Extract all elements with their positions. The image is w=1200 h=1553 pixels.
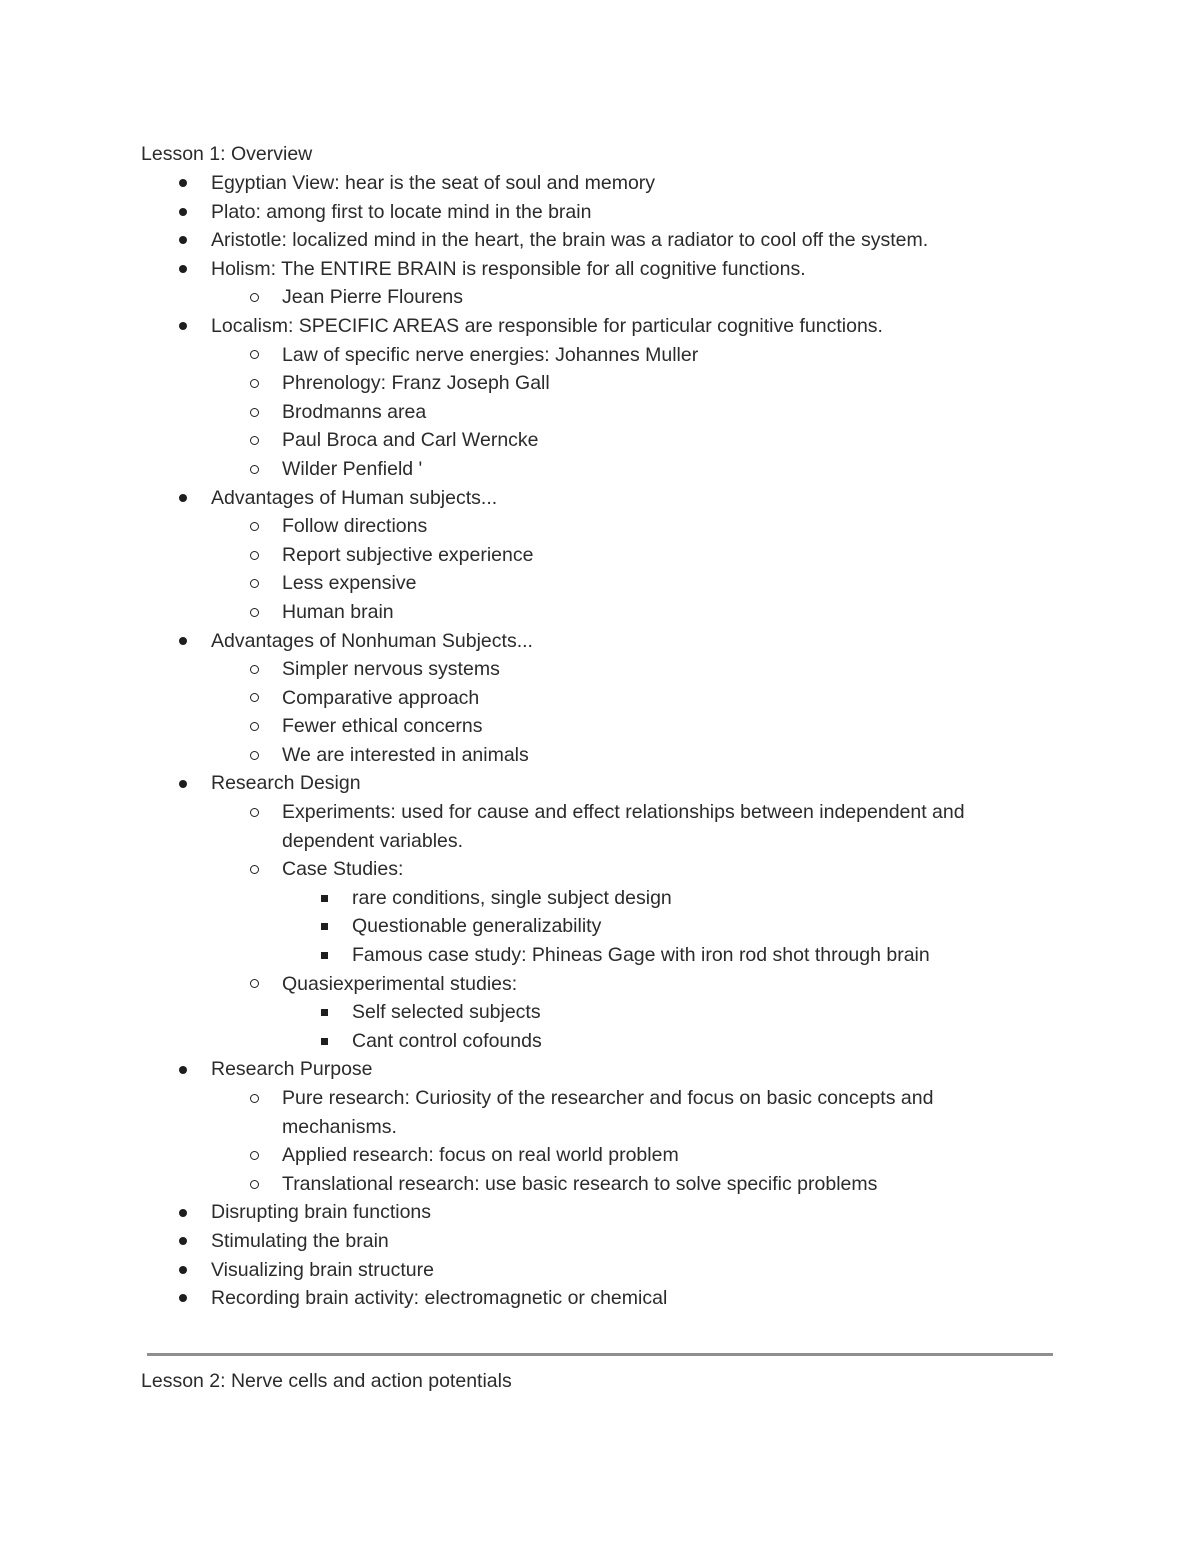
list-item <box>0 1141 1200 1170</box>
list-item-text: Research Design <box>211 772 361 795</box>
filled-bullet-icon <box>175 1198 191 1227</box>
list-item-text: We are interested in animals <box>282 743 529 766</box>
list-item <box>0 998 1200 1027</box>
list-item <box>0 712 1200 741</box>
list-item-text: Localism: SPECIFIC AREAS are responsible for particular cognitive functions. <box>211 314 883 337</box>
hollow-bullet-icon <box>246 426 262 455</box>
list-item <box>0 512 1200 541</box>
list-item <box>0 1084 1200 1141</box>
list-item <box>0 684 1200 713</box>
filled-bullet-icon <box>175 484 191 513</box>
list-item <box>0 283 1200 312</box>
hollow-bullet-icon <box>246 512 262 541</box>
list-item <box>0 398 1200 427</box>
hollow-bullet-icon <box>246 569 262 598</box>
filled-bullet-icon <box>175 1256 191 1285</box>
list-item-text: Translational research: use basic research to solve specific problems <box>282 1172 878 1195</box>
list-item-text: Applied research: focus on real world problem <box>282 1144 679 1167</box>
list-item-text: Fewer ethical concerns <box>282 715 483 738</box>
list-item <box>0 426 1200 455</box>
section-divider <box>147 1353 1053 1356</box>
lesson-2-heading: Lesson 2: Nerve cells and action potentials <box>141 1370 512 1392</box>
list-item-text: Wilder Penfield ' <box>282 457 423 480</box>
list-item <box>0 655 1200 684</box>
list-item-text: Self selected subjects <box>352 1001 541 1024</box>
hollow-bullet-icon <box>246 283 262 312</box>
list-item <box>0 798 1200 855</box>
list-item-text: rare conditions, single subject design <box>352 886 672 909</box>
lesson-1-heading: Lesson 1: Overview <box>141 143 313 165</box>
list-item <box>0 226 1200 255</box>
hollow-bullet-icon <box>246 1084 262 1113</box>
hollow-bullet-icon <box>246 798 262 827</box>
filled-bullet-icon <box>175 198 191 227</box>
list-item-text: Comparative approach <box>282 686 480 709</box>
list-item-text: Famous case study: Phineas Gage with iron rod shot through brain <box>352 944 930 967</box>
list-item <box>0 1256 1200 1285</box>
list-item <box>0 341 1200 370</box>
list-item <box>0 1055 1200 1084</box>
list-item <box>0 541 1200 570</box>
filled-bullet-icon <box>175 169 191 198</box>
hollow-bullet-icon <box>246 1141 262 1170</box>
list-item-text: Report subjective experience <box>282 543 534 566</box>
list-item-text: Experiments: used for cause and effect relationships between independent and dependent variables. <box>282 801 965 852</box>
filled-bullet-icon <box>175 1284 191 1313</box>
hollow-bullet-icon <box>246 398 262 427</box>
filled-bullet-icon <box>175 255 191 284</box>
list-item <box>0 912 1200 941</box>
list-item <box>0 855 1200 884</box>
filled-bullet-icon <box>175 627 191 656</box>
list-item-text: Jean Pierre Flourens <box>282 286 464 309</box>
list-item-text: Disrupting brain functions <box>211 1201 432 1224</box>
filled-bullet-icon <box>175 1055 191 1084</box>
list-item-text: Simpler nervous systems <box>282 658 500 681</box>
hollow-bullet-icon <box>246 369 262 398</box>
list-item-text: Advantages of Nonhuman Subjects... <box>211 629 533 652</box>
list-item <box>0 1284 1200 1313</box>
list-item <box>0 941 1200 970</box>
hollow-bullet-icon <box>246 970 262 999</box>
hollow-bullet-icon <box>246 455 262 484</box>
list-item <box>0 970 1200 999</box>
square-bullet-icon <box>316 1027 332 1056</box>
list-item <box>0 1227 1200 1256</box>
square-bullet-icon <box>316 998 332 1027</box>
hollow-bullet-icon <box>246 712 262 741</box>
hollow-bullet-icon <box>246 684 262 713</box>
hollow-bullet-icon <box>246 341 262 370</box>
list-item <box>0 627 1200 656</box>
list-item <box>0 769 1200 798</box>
list-item-text: Brodmanns area <box>282 400 427 423</box>
filled-bullet-icon <box>175 312 191 341</box>
list-item <box>0 884 1200 913</box>
list-item <box>0 369 1200 398</box>
hollow-bullet-icon <box>246 741 262 770</box>
list-item-text: Aristotle: localized mind in the heart, the brain was a radiator to cool off the system. <box>211 229 929 252</box>
list-item-text: Visualizing brain structure <box>211 1258 434 1281</box>
hollow-bullet-icon <box>246 855 262 884</box>
list-item-text: Human brain <box>282 600 394 623</box>
list-item <box>0 312 1200 341</box>
list-item <box>0 455 1200 484</box>
filled-bullet-icon <box>175 1227 191 1256</box>
list-item <box>0 741 1200 770</box>
list-item-text: Cant control cofounds <box>352 1029 542 1052</box>
lesson-1-outline <box>0 169 1200 1313</box>
list-item-text: Phrenology: Franz Joseph Gall <box>282 372 550 395</box>
list-item-text: Egyptian View: hear is the seat of soul and memory <box>211 172 656 194</box>
hollow-bullet-icon <box>246 1170 262 1199</box>
list-item-text: Holism: The ENTIRE BRAIN is responsible for all cognitive functions. <box>211 257 806 280</box>
list-item <box>0 1170 1200 1199</box>
list-item-text: Pure research: Curiosity of the researcher and focus on basic concepts and mechanisms. <box>282 1087 934 1138</box>
list-item <box>0 598 1200 627</box>
list-item <box>0 198 1200 227</box>
square-bullet-icon <box>316 912 332 941</box>
hollow-bullet-icon <box>246 655 262 684</box>
list-item-text: Research Purpose <box>211 1058 373 1081</box>
list-item <box>0 1198 1200 1227</box>
list-item <box>0 484 1200 513</box>
square-bullet-icon <box>316 941 332 970</box>
list-item-text: Less expensive <box>282 572 417 595</box>
filled-bullet-icon <box>175 226 191 255</box>
list-item-text: Law of specific nerve energies: Johannes Muller <box>282 343 699 366</box>
square-bullet-icon <box>316 884 332 913</box>
list-item <box>0 169 1200 198</box>
list-item-text: Paul Broca and Carl Werncke <box>282 429 539 452</box>
hollow-bullet-icon <box>246 541 262 570</box>
filled-bullet-icon <box>175 769 191 798</box>
list-item <box>0 255 1200 284</box>
list-item <box>0 1027 1200 1056</box>
list-item-text: Case Studies: <box>282 858 404 881</box>
list-item <box>0 569 1200 598</box>
hollow-bullet-icon <box>246 598 262 627</box>
list-item-text: Stimulating the brain <box>211 1229 389 1252</box>
list-item-text: Advantages of Human subjects... <box>211 486 498 509</box>
list-item-text: Questionable generalizability <box>352 915 602 938</box>
list-item-text: Plato: among first to locate mind in the brain <box>211 200 592 223</box>
list-item-text: Quasiexperimental studies: <box>282 972 518 995</box>
list-item-text: Recording brain activity: electromagnetic or chemical <box>211 1287 668 1310</box>
list-item-text: Follow directions <box>282 515 428 538</box>
